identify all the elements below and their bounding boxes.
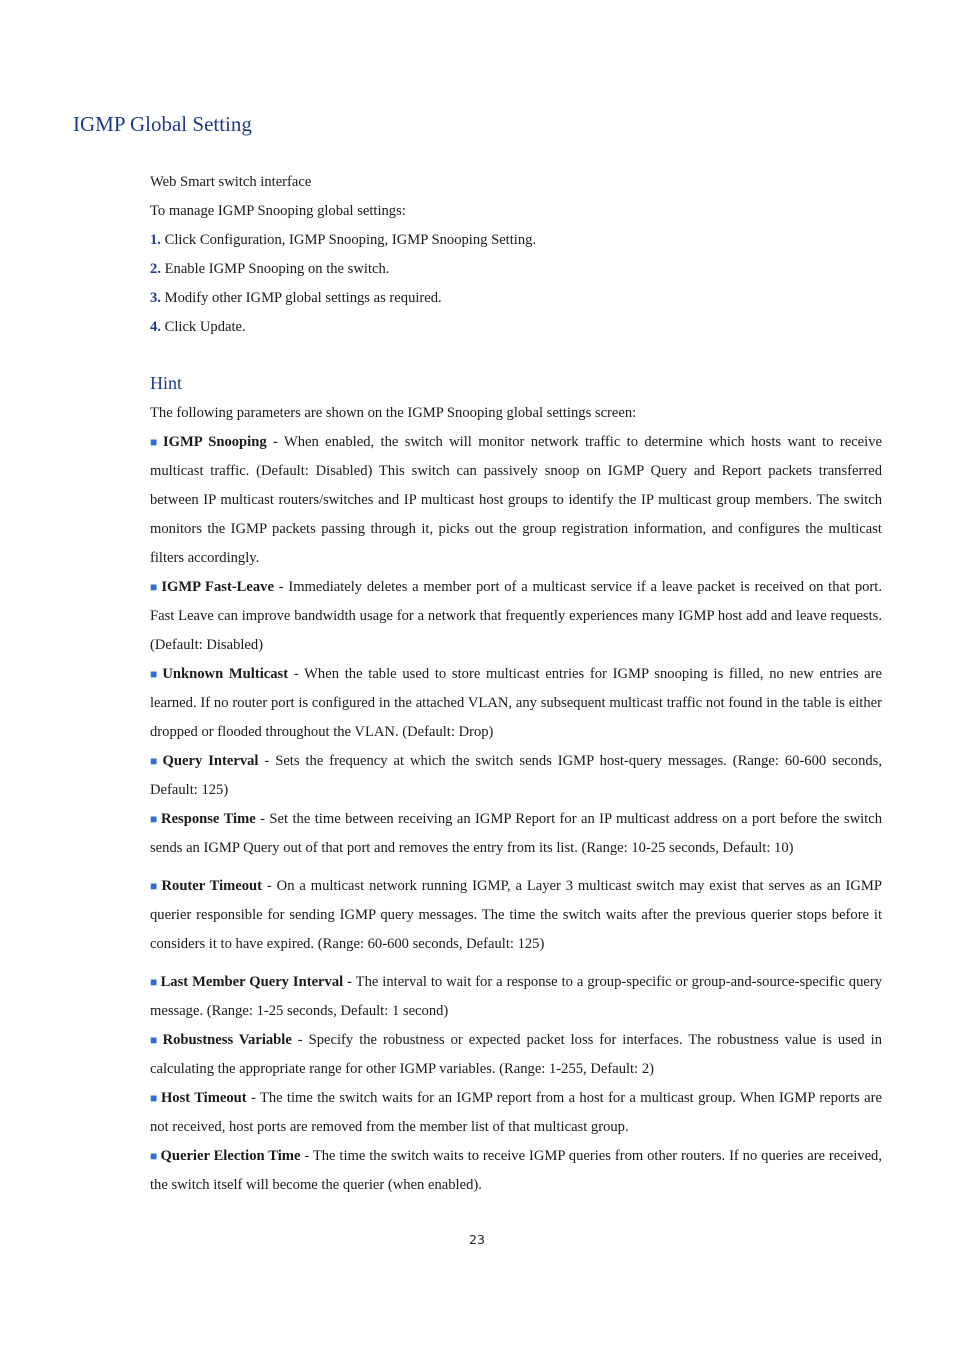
bullet-square-icon: ■	[150, 754, 160, 768]
param-term: IGMP Snooping	[162, 434, 267, 450]
param-item	[150, 573, 882, 660]
hint-heading: Hint	[150, 373, 183, 393]
bullet-square-icon: ■	[150, 975, 158, 989]
bullet-square-icon: ■	[150, 580, 159, 594]
step-text: Click Update.	[160, 319, 246, 335]
bullet-square-icon: ■	[150, 879, 159, 893]
bullet-square-icon: ■	[150, 812, 159, 826]
param-term: Router Timeout	[161, 878, 263, 894]
page-title: IGMP Global Setting	[73, 112, 252, 136]
step-item	[150, 226, 882, 255]
param-term: Unknown Multicast	[162, 666, 289, 682]
page-number: 23	[469, 1232, 485, 1247]
bullet-square-icon: ■	[150, 667, 160, 681]
param-term: Response Time	[161, 811, 256, 827]
step-number: 2.	[150, 261, 161, 277]
step-number: 1.	[150, 232, 161, 248]
param-term: Host Timeout	[160, 1090, 247, 1106]
step-text: Modify other IGMP global settings as required.	[160, 290, 442, 306]
param-desc: - The interval to wait for a response to a group-specific or group-and-source-specific query message. (Range: 1-25 seconds, Default: 1 second)	[150, 974, 882, 1019]
intro-line: To manage IGMP Snooping global settings:	[150, 203, 406, 219]
step-number: 4.	[150, 319, 161, 335]
param-desc: - Immediately deletes a member port of a multicast service if a leave packet is received on that port. Fast Leave can improve bandwidth usage for a network that frequently experiences many IGMP host add and leave requests. (Default: Disabled)	[150, 579, 882, 653]
intro-section	[150, 168, 882, 342]
bullet-square-icon: ■	[150, 1149, 158, 1163]
param-item	[150, 747, 882, 805]
bullet-square-icon: ■	[150, 1091, 158, 1105]
step-text: Click Configuration, IGMP Snooping, IGMP Snooping Setting.	[160, 232, 537, 248]
step-item	[150, 284, 882, 313]
param-term: Querier Election Time	[160, 1148, 301, 1164]
hint-section	[150, 399, 882, 1200]
param-term: Query Interval	[162, 753, 259, 769]
param-desc: - Specify the robustness or expected packet loss for interfaces. The robustness value is used in calculating the appropriate range for other IGMP variables. (Range: 1-255, Default: 2)	[150, 1032, 882, 1077]
param-item	[150, 872, 882, 959]
param-desc: - Sets the frequency at which the switch sends IGMP host-query messages. (Range: 60-600 seconds, Default: 125)	[150, 753, 882, 798]
intro-line: Web Smart switch interface	[150, 174, 312, 190]
bullet-square-icon: ■	[150, 435, 160, 449]
param-item	[150, 805, 882, 863]
param-item	[150, 968, 882, 1026]
step-item	[150, 255, 882, 284]
param-desc: - When enabled, the switch will monitor network traffic to determine which hosts want to receive multicast traffic. (Default: Disabled) This switch can passively snoop on IGMP Query and Report packets transferred between IP multicast routers/switches and IP multicast host groups to identify the IP multicast group members. The switch monitors the IGMP packets passing through it, picks out the group registration information, and configures the multicast filters accordingly.	[150, 434, 882, 566]
param-desc: - Set the time between receiving an IGMP Report for an IP multicast address on a port before the switch sends an IGMP Query out of that port and removes the entry from its list. (Range: 10-25 seconds, Default: 10)	[150, 811, 883, 856]
param-item	[150, 1026, 882, 1084]
hint-lead: The following parameters are shown on the IGMP Snooping global settings screen:	[150, 405, 637, 421]
step-number: 3.	[150, 290, 161, 306]
step-item	[150, 313, 882, 342]
param-item	[150, 428, 882, 573]
param-item	[150, 1084, 882, 1142]
param-item	[150, 660, 882, 747]
param-term: IGMP Fast-Leave	[161, 579, 274, 595]
param-item	[150, 1142, 882, 1200]
param-desc: - The time the switch waits to receive IGMP queries from other routers. If no queries are received, the switch itself will become the querier (when enabled).	[150, 1148, 882, 1193]
param-term: Last Member Query Interval	[160, 974, 344, 990]
bullet-square-icon: ■	[150, 1033, 160, 1047]
param-desc: - When the table used to store multicast entries for IGMP snooping is filled, no new entries are learned. If no router port is configured in the attached VLAN, any subsequent multicast traffic not found in the table is either dropped or flooded throughout the VLAN. (Default: Drop)	[150, 666, 882, 740]
param-desc: - On a multicast network running IGMP, a Layer 3 multicast switch may exist that serves as an IGMP querier responsible for sending IGMP query messages. The time the switch waits after the previous querier stops before it considers it to have expired. (Range: 60-600 seconds, Default: 125)	[150, 878, 883, 952]
param-desc: - The time the switch waits for an IGMP report from a host for a multicast group. When IGMP reports are not received, host ports are removed from the member list of that multicast group.	[150, 1090, 882, 1135]
param-term: Robustness Variable	[162, 1032, 292, 1048]
step-text: Enable IGMP Snooping on the switch.	[160, 261, 390, 277]
